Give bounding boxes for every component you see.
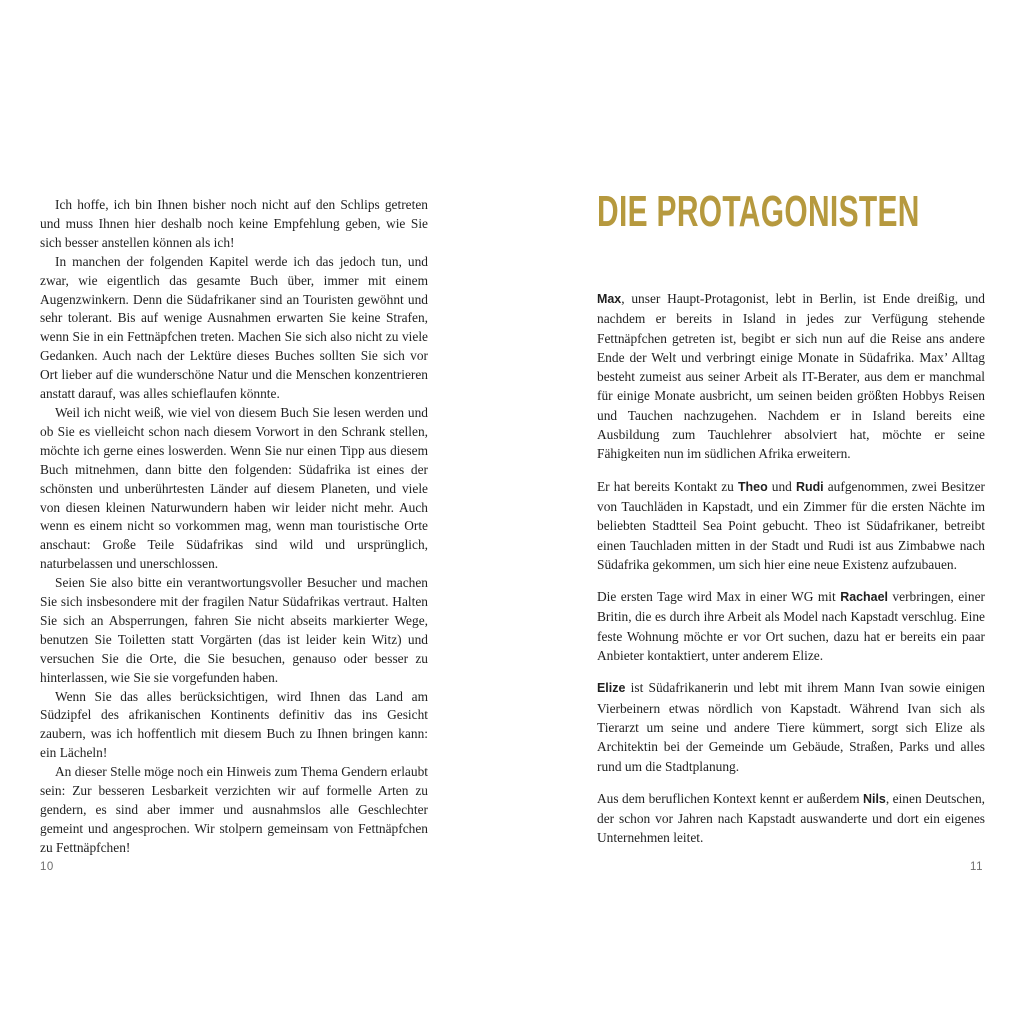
paragraph: In manchen der folgenden Kapitel werde ich das jedoch tun, und zwar, wie eigentlich das gesamte Buch über, immer mit einem Augenzwinkern. Denn die Südafrikaner sind an Touristen gewöhnt und sehr tolerant. Bis auf wenige Ausnahmen erwarten Sie keine Strafen, wenn Sie in ein Fettnäpfchen treten. Machen Sie sich also nicht zu viele Gedanken. Auch nach der Lektüre dieses Buches sollten Sie sich vor Ort lieber auf die wunderschöne Natur und die Menschen konzentrieren anstatt darauf, was alles schieflaufen könnte. bbox=[40, 253, 428, 402]
paragraph: Seien Sie also bitte ein verantwortungsvoller Besucher und machen Sie sich insbesondere mit der fragilen Natur Südafrikas vertraut. Halten Sie sich an Absperrungen, fahren Sie nicht abseits markierter Wege, benutzen Sie Toiletten statt Vorgärten (das ist leider kein Witz) und versuchen Sie die Orte, die Sie besuchen, genauso oder besser zu hinterlassen, wie Sie sie vorgefunden haben. bbox=[40, 575, 428, 685]
page-number-left: 10 bbox=[40, 861, 54, 873]
character-name: Elize bbox=[597, 681, 626, 696]
right-page-content bbox=[597, 187, 986, 861]
page-number-right: 11 bbox=[970, 861, 983, 873]
paragraph: Die ersten Tage wird Max in einer WG mit Rachael verbringen, einer Britin, die es durch ihre Arbeit als Model nach Kapstadt verschlug. Eine feste Wohnung möchte er vor Ort suchen, dazu hat er bereits ein paar Anbieter kontaktiert, unter anderem Elize. bbox=[597, 589, 985, 664]
paragraph: Weil ich nicht weiß, wie viel von diesem Buch Sie lesen werden und ob Sie es vielleicht schon nach diesem Vorwort in den Schrank stellen, möchte ich gerne eines loswerden. Wenn Sie nur einen Tipp aus diesem Buch mitnehmen, dann bitte den folgenden: Südafrika ist eines der schönsten und unberührtesten Länder auf diesem Planeten, und viele von diesen kleinen Naturwundern haben wir leider nicht mehr. Auch wenn es einem nicht so vorkommen mag, wenn man touristische Orte anschaut: Große Teile Südafrikas sind wild und ursprünglich, naturbelassen und unerschlossen. bbox=[40, 404, 428, 572]
paragraph: Wenn Sie das alles berücksichtigen, wird Ihnen das Land am Südzipfel des afrikanischen Kontinents definitiv das ins Gesicht zaubern, was ich hoffentlich mit diesem Buch zu Ihnen bringen kann: ein Lächeln! bbox=[40, 688, 428, 761]
chapter-title: DIE PROTAGONISTEN bbox=[597, 187, 920, 236]
character-name: Rudi bbox=[795, 479, 824, 494]
right-page-paragraphs bbox=[597, 289, 985, 848]
right-page bbox=[512, 0, 1024, 1024]
left-page-paragraphs bbox=[40, 196, 428, 858]
paragraph: Ich hoffe, ich bin Ihnen bisher noch nicht auf den Schlips getreten und muss Ihnen hier deshalb noch keine Empfehlung geben, wie Sie sich besser anstellen können als ich! bbox=[40, 197, 428, 250]
paragraph: Aus dem beruflichen Kontext kennt er außerdem Nils, einen Deutschen, der schon vor Jahren nach Kapstadt auswanderte und dort ein eigenes Unternehmen leitet. bbox=[597, 790, 985, 846]
character-name: Nils bbox=[862, 791, 886, 806]
paragraph: Elize ist Südafrikanerin und lebt mit ihrem Mann Ivan sowie einigen Vierbeinern etwas nördlich von Kapstadt. Während Ivan sich als Tierarzt um seine und andere Tiere kümmert, sorgt sich Elize als Architektin bei der Gemeinde um Gebäude, Straßen, Parks und alles rund um die Stadtplanung. bbox=[597, 680, 985, 774]
paragraph: An dieser Stelle möge noch ein Hinweis zum Thema Gendern erlaubt sein: Zur besseren Lesbarkeit verzichten wir auf formelle Arten zu gendern, es sind aber immer und ausnahmslos alle Geschlechter gemeint und angesprochen. Wir stolpern gemeinsam von Fettnäpfchen zu Fettnäpfchen! bbox=[40, 764, 428, 855]
paragraph: Er hat bereits Kontakt zu Theo und Rudi aufgenommen, zwei Besitzer von Tauchläden in Kapstadt, und ein Zimmer für die ersten Nächte im beliebten Stadtteil Sea Point gebucht. Theo ist Südafrikaner, betreibt einen Tauchladen mitten in der Stadt und Rudi ist aus Zimbabwe nach Südafrika gekommen, um sich hier eine neue Existenz aufzubauen. bbox=[597, 478, 986, 572]
paragraph: Max, unser Haupt-Protagonist, lebt in Berlin, ist Ende dreißig, und nachdem er bereits in Island in jedes zur Verfügung stehende Fettnäpfchen getreten ist, begibt er sich nun auf die Reise ans andere Ende der Welt und verbringt einige Monate in Südafrika. Max’ Alltag besteht zumeist aus seiner Arbeit als IT-Berater, aus dem er manchmal für einige Monate ausbricht, um seinen beiden größten Hobbys Reisen und Tauchen nachzugehen. Nachdem er in Island bereits eine Ausbildung zum Tauchlehrer absolviert hat, möchte er seine Fähigkeiten nun im südlichen Afrika erweitern. bbox=[597, 291, 985, 462]
character-name: Rachael bbox=[840, 590, 888, 605]
character-name: Max bbox=[597, 292, 622, 306]
character-name: Theo bbox=[737, 479, 768, 494]
